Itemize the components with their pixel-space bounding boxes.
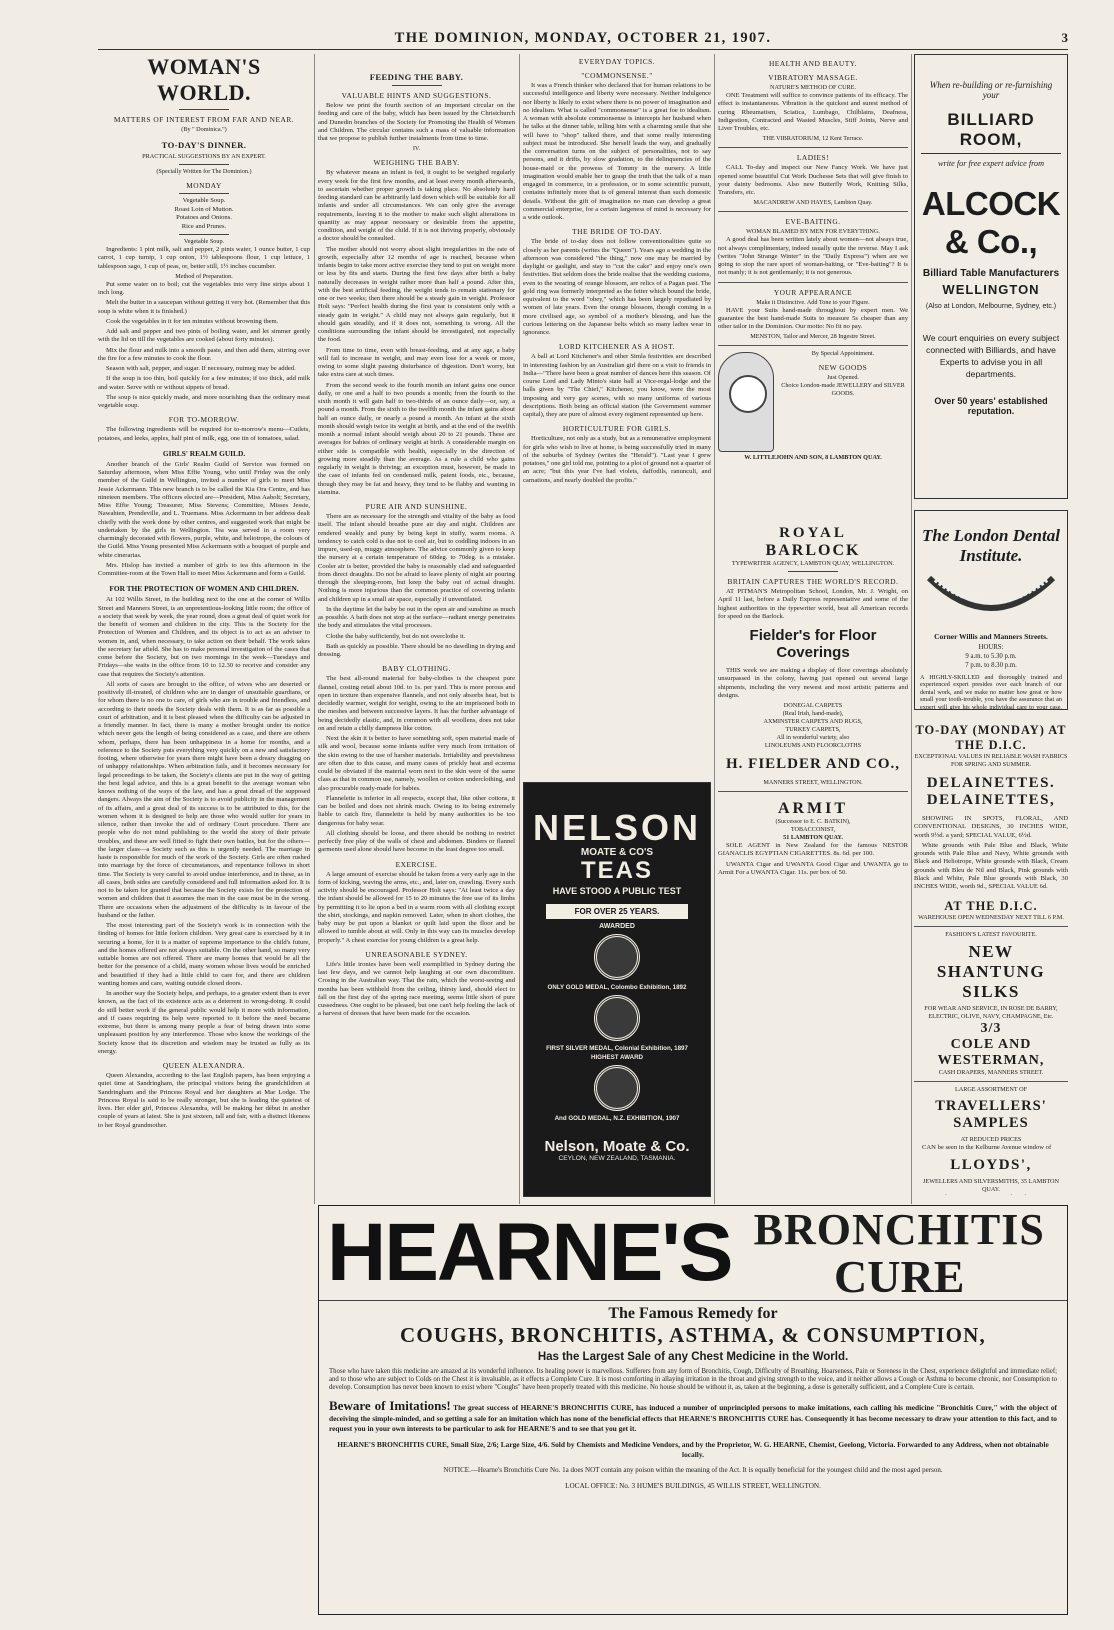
hours-label: HOURS: (978, 644, 1004, 651)
article-subheading: VALUABLE HINTS AND SUGGESTIONS. (341, 91, 492, 100)
firm-name: ALCOCK & Co., (921, 185, 1061, 260)
paragraph: The mother should not worry about slight irregularities in the rate of growth, especially after 12 months of age is reached, because when infants begin to take more active exercise they tend to put on weight more or less by fits and starts. During the first few days after birth a baby naturally decreases in weight rather more than half a pound. After this, with the best artificial feeding, the weight tends to remain stationary for one or two weeks; then there should be a steady gain in weight. Professor Holt says: "Perfect health during the first year is consistent only with a steady gain in weight." A child may not always gain regularly, but it should gain steadily, and if it does not, something is wrong. All the conditions surrounding the infant should be investigated, not especially the food. (318, 245, 515, 344)
notice: NOTICE.—Hearne's Bronchitis Cure No. 1a does NOT contain any poison within the meaning of the Act. It is equally beneficial for the youngest child and the most aged person. (443, 1466, 943, 1474)
section-numeral: IV. (412, 145, 421, 153)
paragraph: Melt the butter in a saucepan without getting it very hot. (Remember that this soup is white when it is finished.) (98, 299, 310, 315)
clock-icon (718, 352, 774, 452)
recipe-heading: Vegetable Soup. (183, 238, 225, 245)
product-name: CURE (834, 1251, 965, 1302)
product-name: BRONCHITIS (753, 1205, 1045, 1254)
article-heading: QUEEN ALEXANDRA. (162, 1061, 246, 1070)
menu-item: Vegetable Soup. (182, 197, 226, 204)
article-heading: EVERYDAY TOPICS. (578, 57, 656, 66)
menu-list (98, 197, 310, 231)
paragraph: Another branch of the Girls' Realm Guild of Service was formed on Saturday afternoon, when Miss Effie Young, who until Friday was the only member of the Guild in Wellington, invited a number of girls to meet Miss Jessie Ackermann. This new branch is to be called the Kia Ora Centre, and has nineteen members. The officers elected are—President, Miss Aabolt; Secretary, Miss Effie Young; Treasurer, Miss Stevens; Committee, Misses Jessie, Nawahten, Prendeville, and L. Truemans. Miss Ackermann in her address dealt chiefly with the work done by other centres, and suggested work that might be undertaken by the girls in Wellington. Tea was served in a room very charmingly decorated with flowers, purple, white, and heliotrope, the colours of the Guild. Miss Young presented Miss Ackermann with a bouquet of purple and white cinerarias. (98, 460, 310, 559)
ad-body: We court enquiries on every subject connected with Billiards, and have Experts to advise you in all departments. (922, 333, 1060, 379)
paragraph: White grounds with Pale Blue and Black, White grounds with Pale Blue and Navy, White grounds with Black and Heliotrope, White grounds with Black, Cream grounds with Bleu de Nil and Black, Pink grounds with Black and White, Pale Blue grounds with Black, 30 INCHES WIDE, worth 9d., SPECIAL VALUE 6d. (914, 841, 1068, 890)
paragraph: ONE Treatment will suffice to convince patients of its efficacy. The effect is instantaneous. Vibration is the quickest and surest method of curing Rheumatism, Sciatica, Lumbago, Chilblains, Deafness, Indigestion, Contracted and Wasted Muscles, Stiff Joints, Nerve and Liver Troubles, etc. (718, 92, 908, 132)
paragraph: At 102 Willis Street, in the building next to the one at the corner of Willis Street and Manners Street, is an unpretentious-looking little room; the office of a society that week by week, the year round, does a great deal of quiet work for the benefit of women and children in the city. This is the Society for the Protection of Women and Children, and its object is to act as an adviser to women in, and, when necessary, to take action on their behalf. The work takes the secretary far afield. She has to make personal investigation of the cases that come before the Society, but on two mornings in the week—Tuesdays and Fridays—she waits in the office from 10 to 12.30 to receive and consider any case that requires the Society's attention. (98, 596, 310, 678)
article-heading: BRITAIN CAPTURES THE WORLD'S RECORD. (727, 577, 899, 586)
paragraph: A ball at Lord Kitchener's and other Simla festivities are described in interesting fashion by an Australian girl there on a visit to friends in India—"There have been a great number of dances here this season. Of course Lord and Lady Minto's state ball at Vice-regal-lodge and the balls given by "The Chief," Kitchener, you know, were the most imposing and very gay scenes, with so many uniforms of various descriptions. Both being an official station (the Government summer capital), they are pure of almost every regiment represented up here. (523, 353, 711, 418)
paragraph: Life's little ironies have been well exemplified in Sydney during the last few days, and we cannot help laughing at our own discomfiture. Crosing in the Australian way. That the rain, which the worst-seeing and months has been withheld from the ceiling, thirsty land, should elect to fall on the first day of the spring race meeting, seems little short of pure cussedness. One ought to be pleased, but one can't help feeling the lack of a harvest of dresses that have been made for the occasion. (318, 960, 515, 1018)
dentures-icon (920, 568, 1062, 620)
article-subheading: "COMMONSENSE." (581, 71, 653, 80)
section-title: WOMAN'S WORLD. (147, 54, 261, 105)
ad-line: Just Opened. (827, 374, 859, 382)
ad-body: FOR WEAR AND SERVICE, IN ROSE DE BARRY, ELECTRIC, OLIVE, NAVY, CHAMPAGNE, Etc. (924, 1005, 1058, 1021)
ad-tagline: Over 50 years' established reputation. (934, 396, 1048, 416)
firm-name: Nelson, Moate & Co. (544, 1138, 690, 1155)
beware-heading: Beware of Imitations! (329, 1398, 451, 1413)
menu-item: Potatoes and Onions. (176, 214, 232, 221)
subheading: FOR TO-MORROW. (168, 415, 240, 425)
dental-institute-ad (914, 510, 1068, 710)
article-heading: EVE-BAITING. (785, 217, 841, 227)
firm-name: LLOYDS', (950, 1156, 1032, 1173)
paragraph: A large amount of exercise should be taken from a very early age in the form of kicking, waving the arms, etc., and, later on, crawling. Every such activity should be encouraged. Professor Holt says: "At least twice a day the infant should be allowed for 15 to 20 minutes the free use of its limbs by permitting it to lie upon a bed in a warm room with all clothing except the shirt, stockings, and napkin removed. Later, when in short clothes, the baby may be put upon a blanket or quilt laid upon the floor and be allowed to tumble about at will. Only in this way can its muscles develop properly." A chest exercise for young children is a great help. (318, 870, 515, 944)
medal-caption: FIRST SILVER MEDAL, Colonial Exhibition, 1897 (546, 1045, 688, 1052)
paragraph: Next the skin it is better to have something soft, open material made of silk and wool, because some infants suffer very much from irritation of the skin owing to the use of harsher materials. Irritability and peevishness are often due to this cause, and many cases of prickly heat and eczema could be obviated if the material worn next to the skin were of the same class as that in common use, namely, woollen or cotton underclothing, and also procurable ready-made for babies. (318, 735, 515, 792)
firm-name: The London Dental Institute. (922, 526, 1060, 565)
article-subheading: WOMAN BLAMED BY MEN FOR EVERYTHING. (746, 228, 880, 236)
delainettes-heading: DELAINETTES. DELAINETTES, (926, 775, 1056, 808)
paragraph: Ingredients: 1 pint milk, salt and pepper, 2 pints water, 1 ounce butter, 1 cup carrot, 1 cup turnip, 1 cup onion, 1½ tablespoons flour, 1 cup lettuce, 1 tablespoon sago, 1 cup of peas, or, better still, 1½ inches cucumber. (98, 246, 310, 270)
byline: (By " Dominica.") (181, 126, 227, 133)
column-health-beauty (718, 54, 908, 554)
medal-caption: ONLY GOLD MEDAL, Colombo Exhibition, 1892 (547, 984, 687, 991)
ad-line: LARGE ASSORTMENT OF (954, 1086, 1028, 1094)
ad-line: NEW GOODS (818, 363, 868, 373)
paragraph: Flannelette is inferior in all respects, except that, like other cottons, it can be boiled and does not shrink much. Owing to its being extremely liable to catch fire, flannelette is held by many authorities to be too dangerous for baby wear. (318, 794, 515, 827)
ad-body: A HIGHLY-SKILLED and thoroughly trained and experienced expert presides over each branch of our dental work, and we make no matter how great or how small your tooth-trouble, you have the assurance that an expert will give his whole individual care to your case, (920, 674, 1062, 710)
paragraph: HAVE your Suits hand-made throughout by expert men. We guarantee the best hand-made Suits to measure 5s cheaper than any other tailor in the Dominion. Our motto: No fit no pay. (718, 306, 908, 330)
paragraph: THIS week we are making a display of floor coverings absolutely unsurpassed in the colony, having just opened out several large shipments, including the very newest and most artistic patterns and designs. (718, 667, 908, 699)
ad-line: FASHION'S LATEST FAVOURITE. (945, 931, 1037, 939)
recipe-method-heading: Method of Preparation. (175, 272, 233, 280)
hearnes-bronchitis-cure-ad (318, 1205, 1068, 1615)
section-heading: HEALTH AND BEAUTY. (768, 59, 858, 68)
nelson-moate-teas-ad (523, 782, 711, 1197)
prices: HEARNE'S BRONCHITIS CURE, Small Size, 2/6; Large Size, 4/6. Sold by Chemists and Medicine Vendors, and by the Proprietor, W. G. HEARNE, Chemist, Geelong, Victoria. Forwarded to any Address, when not obtainable locally. (337, 1440, 1049, 1459)
column-4-lower (718, 505, 908, 1200)
article-heading: UNREASONABLE SYDNEY. (365, 949, 468, 959)
shantung-heading: NEW SHANTUNG SILKS (936, 942, 1046, 1002)
brand-name: NELSON (532, 807, 701, 848)
column-womans-world (98, 54, 310, 1604)
ad-line: LINOLEUMS AND FLOORCLOTHS (764, 742, 862, 749)
ad-address: Corner Willis and Manners Streets. (934, 632, 1048, 641)
dic-sub: EXCEPTIONAL VALUES IN RELIABLE WASH FABRICS FOR SPRING AND SUMMER. (914, 753, 1068, 768)
paragraph: Clothe the baby sufficiently, but do not overclothe it. (326, 632, 466, 640)
subheading: PURE AIR AND SUNSHINE. (365, 502, 468, 511)
ad-heading: LADIES! (796, 153, 830, 163)
ad-line: DONEGAL CARPETS (783, 702, 843, 709)
ad-line: TOBACCONIST, (790, 826, 836, 833)
paragraph: Queen Alexandra, according to the last English papers, has been enjoying a quiet time at Sandringham, the principal visitors being the grandchildren at Sandringham and the Princess Royal and her daughters at Mar Lodge. The Princess Royal is said to be really stronger, but she is leading the quietest of lives. Her elder girl, Princess Alexandra, will be making her début in another couple of years at latest. She is just sixteen, tall and fair, with a distinct likeness to her Royal grandmother. (98, 1072, 310, 1129)
ad-line: AXMINSTER CARPETS AND RUGS, (763, 718, 863, 725)
price: 3/3 (980, 1021, 1002, 1037)
menu-item: Roast Loin of Mutton. (174, 205, 234, 213)
paragraph: Cook the vegetables in it for ten minutes without browning them. (106, 317, 279, 325)
paragraph: The soup is nice quickly made, and more nourishing than the ordinary meat vegetable soup. (98, 393, 310, 409)
paragraph: In the daytime let the baby be out in the open air and sunshine as much as possible. A bath does not stop at the surface—radiant energy penetrates the body and stimulates the vital processes. (318, 605, 515, 630)
paragraph: SHOWING IN SPOTS, FLORAL, AND CONVENTIONAL DESIGNS, 30 INCHES WIDE, worth 9½d. a yard; SPECIAL VALUE, 6½d. (914, 815, 1068, 839)
paragraph: In another way the Society helps, and perhaps, to a greater extent than is ever known, as the fact of its existence acts as a deterrent to wrong-doing. It could do still better work if the general public would help it more with information, and if cases requiring its help were reported to it before the need became extreme, but there is among many people a fear of being drawn into some unpleasant position by any interference. Those who know the workings of the Society know that its discretion and wisdom may be trusted as fully as its energy. (98, 990, 310, 1055)
local-office: LOCAL OFFICE: No. 3 HUME'S BUILDINGS, 45 WILLIS STREET, WELLINGTON. (565, 1482, 821, 1490)
armit-heading: ARMIT (777, 800, 849, 817)
article-heading: LORD KITCHENER AS A HOST. (558, 342, 676, 352)
paragraph: The most interesting part of the Society's work is in connection with the finding of homes for little forlorn children. Very great care is exercised by it in securing a home, for it is a matter of supreme importance to the child's future, and the homes offered are not always suitable. On the other hand, so many very suitable homes are not offered. There are many homes that would be all the better for the presence of a child, many women whose lives would be enriched and beautified if they had a little child to care for, and there are children wanting homes and care, waiting outside closed doors. (98, 922, 310, 987)
article-subheading: PRACTICAL SUGGESTIONS BY AN EXPERT. (142, 153, 266, 160)
ad-firm: H. FIELDER AND CO., (725, 756, 901, 772)
ad-line: (Real Irish, hand-made), (782, 710, 844, 717)
ad-heading: YOUR APPEARANCE (773, 287, 853, 297)
paragraph: Season with salt, pepper, and sugar. If necessary, nutmeg may be added. (106, 365, 296, 372)
royal-heading: ROYAL (779, 525, 847, 541)
paragraph: The best all-round material for baby-clothes is the cheapest pure flannel, costing retail about 10d. to 1s. per yard. This is more porous and open in texture than expensive flannels, and not only absorbs heat, but is decidedly warmer, weight for weight, owing to the air imprisoned both in the meshes and between successive layers. It has the further advantage of being decidedly elastic, and, in common with all woollens, does not take on and retain a chilly dampness like cotton. (318, 675, 515, 732)
medal-caption: HIGHEST AWARD (590, 1054, 644, 1061)
section-subtitle: MATTERS OF INTEREST FROM FAR AND NEAR. (113, 115, 295, 124)
subheading: WEIGHING THE BABY. (373, 158, 460, 168)
medal-icon (594, 934, 640, 980)
fielder-heading: Fielder's for Floor Coverings (749, 627, 877, 661)
paragraph: Horticulture, not only as a study, but as a remunerative employment for girls who wish to live at home, is being successfully tried in many of the suburbs of Sydney (writes the "Herald"). "Last year I grew potatoes," one girl told me, pointing to a plot of ground not a quarter of an acre; "but this year I've had violets, daffodils, ranunculi, and carnations, and nearly doubled the profits." (523, 435, 711, 484)
firm-name: COLE AND WESTERMAN, (937, 1037, 1045, 1069)
firm-locations: CEYLON, NEW ZEALAND, TASMANIA. (558, 1155, 676, 1162)
paragraph: UWANTA Cigar and UWANTA Good Cigar and UWANTA go to Armit For a UWANTA Cigar. 11s. per box of 50. (718, 860, 908, 876)
column-rule (911, 54, 912, 1204)
article-heading: THE BRIDE OF TO-DAY. (572, 227, 662, 237)
paragraph: All sorts of cases are brought to the office, of wives who are deserted or positively ill-treated, of children who are in danger of unsuitable guardians, or for whom there is no one to care, of girls who are in trouble and friendless, and according to their needs the Society deals with them. It is as far as possible a court of arbitration, and it is best pleased when the difficulty can be adjusted in a friendly manner. In fact, there is many a mother brought under its notice which never gets the length of being considered as a case, and there are others whom, perhaps, there has been unhappiness in a home for months, and a reference to the Society puts everything very quickly on a new and satisfactory footing, where otherwise for years there might have been a dreary dragging on of unhappy relationships. When arbitration fails, and it becomes necessary for legal proceedings to be taken, the Society's clients are put in the way of getting the best legal advice, and this is a great benefit to the average woman who knows nothing of the ways of the law, and has a great dread of the supposed dangers. Always the aim of the Society is to avoid publicity in the management of its affairs, and a great deal of its success is to be attributed to this, for the women whom it is designed to help are those who would suffer for years in silence, rather than invoke the aid of ordinary Court procedure. There are people who do not mind publishing to the world the story of their private troubles, and these are well fitted to fight their own battles, but for the others—the larger class—a Society such as this is urgently needed. The marriage in haste is responsible for much of the work of the Society. Girls are often rushed into marriage by the force of circumstances, and repentance follows in short time. The Society is very careful to avoid undue interference, and in these, as in all cases, both sides are carefully considered and full information asked for. It is not to be taken for granted that because the Society exists for the protection of women and children that it assumes the man in the case must be in the wrong. There are occasions when the adjustment of the difficulty is in favour of the husband or the father. (98, 680, 310, 919)
firm-trade: Billiard Table Manufacturers (922, 268, 1060, 279)
paragraph: Bath as quickly as possible. There should be no dawdling in drying and dressing. (318, 642, 515, 658)
years-badge: FOR OVER 25 YEARS. (546, 904, 688, 919)
ad-line: Choice London-made JEWELLERY and SILVER GOODS. (781, 382, 905, 398)
paragraph: There are as necessary for the strength and vitality of the baby as food itself. The infant should breathe pure air day and night. Children are rendered weakly and puny by being kept in stuffy, warm rooms. A tendency to catch cold is due not to cool air, but to coddling indoors in an impure, used-up, muggy atmosphere. The advice commonly given to keep the nursery at a certain temperature of 60deg. to 70deg. is a mistake. Cooler air is better, provided the baby is reasonably clad and safeguarded from direct draughts. Do not be afraid to leave plenty of night air pouring through the sleeping-room, but keep the baby out of actual draught. Nothing is more injurious than the common practice of covering infants and children up in a small air space, especially if unventilated. (318, 513, 515, 603)
ad-line: The Famous Remedy for (608, 1305, 778, 1322)
dic-heading: AT THE D.I.C. (944, 899, 1038, 914)
ad-address: MANNERS STREET, WELLINGTON. (763, 779, 863, 786)
ad-subheading: NATURE'S METHOD OF CURE. (769, 84, 857, 91)
paragraph: Add salt and pepper and two pints of boiling water, and let simmer gently with the lid on till the vegetables are cooked (about forty minutes). (98, 328, 310, 344)
ad-line: write for free expert advice from (937, 159, 1045, 168)
paragraph: Put some water on to boil; cut the vegetables into very fine strips about 1 inch long. (98, 280, 310, 296)
dic-footer: WAREHOUSE OPEN WEDNESDAY NEXT TILL 6 P.M. (918, 914, 1064, 922)
paragraph: From the second week to the fourth month an infant gains one ounce daily, or one and a half to two pounds a month; from the fourth to the sixth month it will gain half to two-thirds of an ounce daily—or, say, a pound a month. From the sixth to the twelfth month the infant gains about half an ounce daily, or nearly a pound a month. An infant at the sixth month should weigh twice its weight at birth, and at the end of the twelfth month a normal infant should weigh about 20 to 21 pounds. These are averages for babies of ordinary weight at birth. A considerable margin on either side is compatible with health, especially in the direction of growing more steadily than the average. As a rule a child who gains regularly in weight is thriving; an exception must, however, be made in the case of infants fed on condensed milk, patent foods, etc., because, though they may be fat and heavy, they tend to be flabby and wanting in stamina. (318, 381, 515, 496)
paragraph: CAN be seen in the Kelburne Avenue window of (922, 1144, 1052, 1152)
alcock-billiard-ad (914, 54, 1068, 499)
paragraph: Below we print the fourth section of an important circular on the feeding and care of the baby, which has been issued by the Christchurch and Dunedin branches of the Society for Promoting the Health of Women and Children. The circular contains such a mass of valuable information that we propose to publish further instalments from time to time. (318, 102, 515, 142)
page-number: 3 (1061, 30, 1068, 45)
awarded-label: AWARDED (599, 923, 635, 930)
product-name: TEAS (580, 857, 653, 884)
ad-firm: MENSTON, Tailor and Mercer, 28 Ingestre Street. (750, 333, 876, 341)
paragraph: It was a French thinker who declared that for human relations to be successful intelligence and liberty were necessary. Neither indulgence nor liberty is likely to exist where there is no power of imagination and no idealism. What is called "commonsense" is a great foe to idealism. A woman with absolute commonsense is intercepts her husband when he talks at the dinner table, telling him with a charming smile that she will have to "shop" talked there, and that some really interesting subject must be introduced. She herself leads the way, and gradually the conversation turns on the subject of personalities, not to say persons, and it drifts, by slow gradation, to the delinquencies of the house-maid or the prowess of Tommy in the nursery. A little imagination would enable her to grasp the truth that the talk of a man engaged in commerce, in a profession, or in some scientific pursuit, contains infinitely more that is of general interest than such domestic details. Without the gift of imagination no man can develop a great commercial enterprise, for a certain largeness of mind is necessary for a wide outlook. (523, 82, 711, 221)
paragraph: AT PITMAN'S Metropolitan School, London, Mr. J. Wright, on April 11 last, before a Daily Express representative and some of the highest authorities in the typewriter world, beat all American records for speed on the Barlock. (718, 588, 908, 620)
column-rule (714, 54, 715, 1204)
ad-line: AT REDUCED PRICES (960, 1136, 1022, 1144)
article-heading: GIRLS' REALM GUILD. (162, 448, 246, 458)
beware-body: The great success of HEARNE'S BRONCHITIS CURE, has induced a number of unprincipled persons to make imitations, each calling his medicine "Bronchitis Cure," with the object of deceiving the simple-minded, and so getting a sale for an imitation which has none of the beneficial effects that HEARNE'S BRONCHITIS CURE has. Consequently it has become necessary to draw your attention to this fact, and to request you in your own interests to be particular to ask for HEARNE'S and to see that you get it. (329, 1403, 1057, 1433)
medal-icon (594, 1065, 640, 1111)
ad-address: 51 LAMBTON QUAY. (783, 834, 843, 841)
paragraph: The following ingredients will be required for to-morrow's menu—Cutlets, potatoes, and leeks, apples, half pint of milk, egg, one tin of tomatoes, salad. (98, 426, 310, 442)
dic-heading: TO-DAY (MONDAY) AT THE D.I.C. (915, 723, 1067, 752)
column-feeding-baby (318, 54, 515, 1224)
column-rule (519, 54, 520, 1204)
ad-address: CASH DRAPERS, MANNERS STREET. (938, 1069, 1044, 1077)
ad-line: All in wonderful variety, also (776, 734, 850, 741)
article-heading: TO-DAY'S DINNER. (161, 140, 247, 150)
paragraph: All clothing should be loose, and there should be nothing to restrict perfectly free play of the walls of chest and abdomen. Binders or flannel garments used alone should have become in the least degree too small. (318, 829, 515, 854)
article-note: (Specially Written for The Dominion.) (156, 168, 252, 175)
column-rule (314, 54, 315, 1204)
ad-line: Has the Largest Sale of any Chest Medicine in the World. (537, 1351, 849, 1363)
paragraph: CALL To-day and inspect our New Fancy Work. We have just opened some beautiful Cut Work Duchesse Sets that will give finish to your dainty bedrooms. Also new Butterfly Work, Knitting Silks, Transfers, etc. (718, 164, 908, 196)
article-heading: FOR THE PROTECTION OF WOMEN AND CHILDREN. (109, 584, 299, 594)
travellers-heading: TRAVELLERS' SAMPLES (935, 1098, 1047, 1132)
firm-sub: JEWELLERS AND SILVERSMITHS, 35 LAMBTON QUAY. (923, 1177, 1059, 1193)
menu-item: Rice and Prunes. (181, 222, 227, 230)
paragraph: The bride of to-day does not follow conventionalities quite so closely as her parents (writes the "Queen"). Years ago a wedding in the afternoon was considered "the thing," now one may be married by daylight or gaslight, and stay to "cut the cake" and enjoy one's own festivities. But seldom does the bride realise that the wedding customs, even to the wearing of orange blossom, are relics of a Pagan past. The gold ring was formerly interpreted as the fetter which bound the bride, equivalent to the word "obey," which has been largely repudiated by women of late years. Even the orange blossom, though coming in a more civilised age, so symbol of a mother's blessing, and has the curious lettering on the Japanese belts which so many ladies wear in ignorance. (523, 238, 711, 336)
paragraph: By whatever means an infant is fed, it ought to be weighed regularly every week for the first few months, and at least every month afterwards, to ascertain whether proper growth is taking place. No absolutely hard feeding standard can be arbitrarily laid down which will be suitable for all infants and under all circumstances. We can only give the average requirements, leaving it to the mother to make such slight alterations in quantity as may appear necessary or desirable from the appetite, condition, and weight of the child. If it is not thriving properly, obviously a doctor should be consulted. (318, 169, 515, 243)
tagline: HAVE STOOD A PUBLIC TEST (552, 886, 682, 896)
hours-line: 7 p.m. to 8.30 p.m. (965, 662, 1017, 669)
littlejohn-ad (718, 350, 908, 454)
paragraph: If the soup is too thin, boil quickly for a few minutes; if too thick, add milk and water. Serve with or without sippets of bread. (98, 375, 310, 391)
ad-body: Those who have taken this medicine are amazed at its wonderful influence. Its healing power is marvellous. Sufferers from any form of Bronchitis, Cough, Difficulty of Breathing, Hoarseness, Pain or Soreness in the Chest, experience delightful and immediate relief; and to those who are subject to Colds on the Chest it is invaluable, as it effects a Complete Cure. It is most comforting in allaying irritation in the throat and giving strength to the voice, and it neither allows a Cough or Asthma to become chronic, nor Consumption to develop. Consumption has never been known to exist where "Coughs" have been properly treated with this medicine. No house should be without it, as, taken at the beginning, a dose is generally sufficient, and a Complete Cure is certain. (329, 1368, 1057, 1391)
brand-sub: MOATE & CO'S (580, 847, 654, 858)
barlock-heading: BARLOCK (765, 542, 861, 559)
article-heading: HORTICULTURE FOR GIRLS. (562, 424, 672, 434)
medal-icon (594, 995, 640, 1041)
column-5-lower (914, 715, 1068, 1195)
paragraph (914, 1194, 1068, 1196)
subheading: EXERCISE. (395, 859, 438, 869)
ad-subheading: Make it Distinctive. Add Tone to your Figure. (756, 298, 870, 306)
ad-firm: THE VIBRATORIUM, 12 Kent Terrace. (762, 135, 864, 143)
day-label: MONDAY (186, 181, 222, 190)
firm-branches: (Also at London, Melbourne, Sydney, etc.) (925, 303, 1057, 310)
paragraph: Mix the flour and milk into a smooth paste, and then add them, stirring over the fire for a few minutes to cook the flour. (98, 346, 310, 362)
article-heading: FEEDING THE BABY. (369, 72, 464, 82)
hours-line: 9 a.m. to 5.30 p.m. (965, 653, 1017, 660)
ad-firm: MACANDREW AND HAYES, Lambton Quay. (753, 199, 873, 207)
brand-name: HEARNE'S (327, 1207, 732, 1298)
ad-firm: W. LITTLEJOHN AND SON, 8 LAMBTON QUAY. (744, 454, 882, 462)
firm-city: WELLINGTON (942, 282, 1040, 297)
ad-intro: When re-building or re-furnishing your (929, 80, 1053, 100)
ad-line: (Successor to E. C. BATKIN), (775, 818, 851, 825)
ad-headline: COUGHS, BRONCHITIS, ASTHMA, & CONSUMPTION, (400, 1323, 986, 1347)
ad-heading: VIBRATORY MASSAGE. (768, 73, 858, 82)
masthead-line: THE DOMINION, MONDAY, OCTOBER 21, 1907. (394, 30, 772, 46)
ad-line: TURKEY CARPETS, (785, 726, 841, 733)
ad-subheading: TYPEWRITER AGENCY, LAMBTON QUAY, WELLINGTON. (731, 560, 895, 567)
ad-headline: BILLIARD ROOM, (921, 110, 1061, 154)
paragraph: Mrs. Hislop has invited a number of girls to tea this afternoon in the Committee-room at the Town Hall to meet Miss Ackermann and form a Guild. (98, 561, 310, 577)
paragraph: SOLE AGENT in New Zealand for the famous NESTOR GIANACLIS EGYPTIAN CIGARETTES. 8s. 6d. per 100. (718, 842, 908, 858)
paragraph: From time to time, even with breast-feeding, and at any age, a baby will fail to increase in weight, and may even lose for a week or more, owing to some slight passing disturbance of digestion. Don't worry, but take extra care at such times. (318, 346, 515, 379)
subheading: BABY CLOTHING. (382, 664, 451, 674)
ad-line: By Special Appointment. (811, 350, 875, 358)
medal-caption: And GOLD MEDAL, N.Z. EXHIBITION, 1907 (554, 1115, 680, 1122)
page-header (98, 30, 1068, 50)
paragraph: A good deal has been written lately about women—not always true, not always complimentary, indeed usually quite the reverse. May I ask (writes "John Strange Winter" in the "Daily Express") when are we going to stop the rare sport of woman-baiting, or "Eve-baiting"? It is not manly; it is not gentlemanly; it is not generous. (718, 236, 908, 277)
